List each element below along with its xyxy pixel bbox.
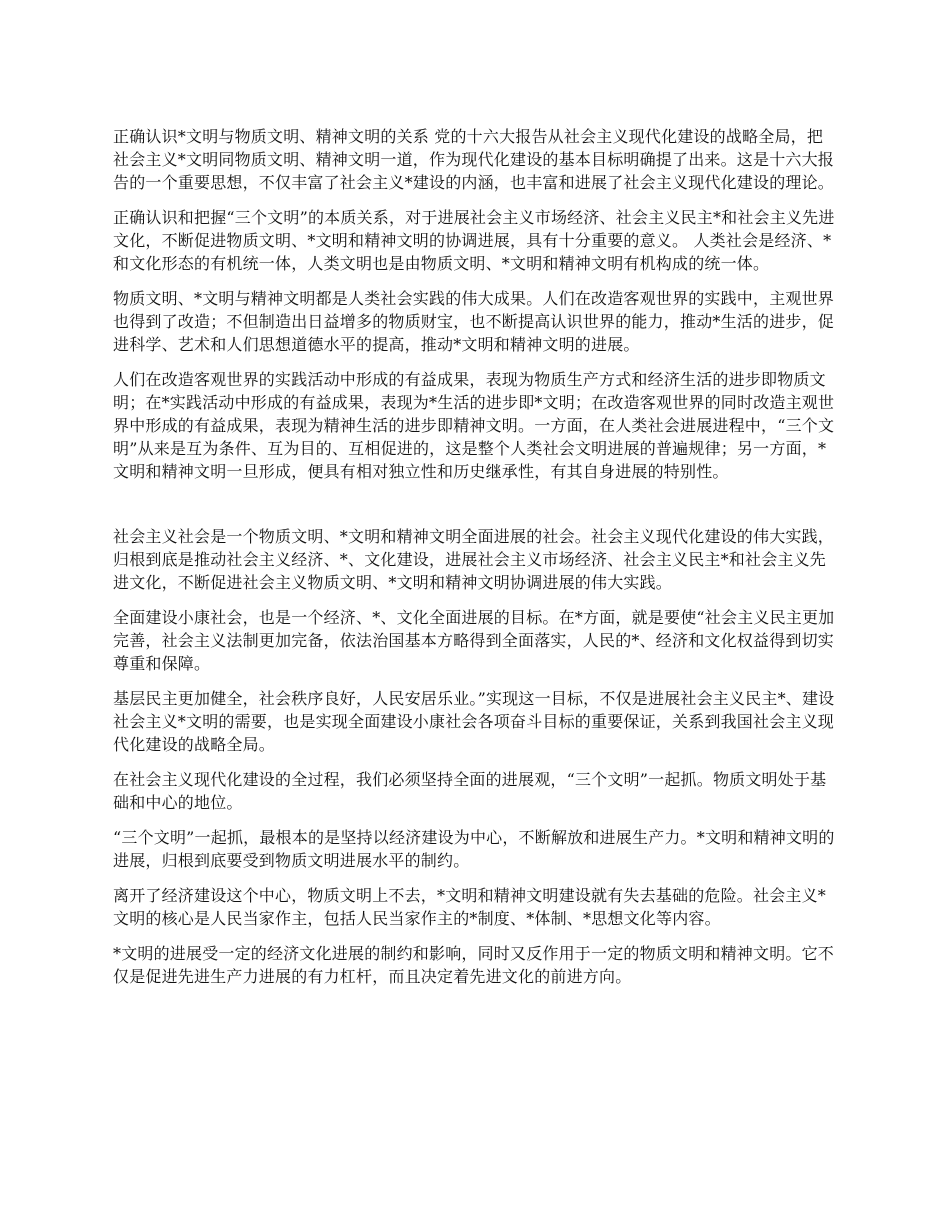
section-spacer [113, 495, 835, 525]
paragraph: 基层民主更加健全，社会秩序良好，人民安居乐业。”实现这一目标，不仅是进展社会主义民主*、建设社会主义*文明的需要，也是实现全面建设小康社会各项奋斗目标的重要保证，关系到我国社会主义现代化建设的战略全局。 [113, 689, 835, 754]
paragraph: 在社会主义现代化建设的全过程，我们必须坚持全面的进展观，“三个文明”一起抓。物质文明处于基础和中心的地位。 [113, 770, 827, 812]
document-section-2 [113, 525, 835, 988]
paragraph: 正确认识和把握“三个文明”的本质关系，对于进展社会主义市场经济、社会主义民主*和社会主义先进文化，不断促进物质文明、*文明和精神文明的协调进展，具有十分重要的意义。 人类社会是经济、*和文化形态的有机统一体，人类文明也是由物质文明、*文明和精神文明有机构成的统一体。 [113, 208, 835, 273]
paragraph: 正确认识*文明与物质文明、精神文明的关系 党的十六大报告从社会主义现代化建设的战略全局，把社会主义*文明同物质文明、精神文明一道，作为现代化建设的基本目标明确提了出来。这是十六大报告的一个重要思想，不仅丰富了社会主义*建设的内涵，也丰富和进展了社会主义现代化建设的理论。 [113, 127, 835, 192]
paragraph: 全面建设小康社会，也是一个经济、*、文化全面进展的目标。在*方面，就是要使“社会主义民主更加完善，社会主义法制更加完备，依法治国基本方略得到全面落实，人民的*、经济和文化权益得到切实尊重和保障。 [113, 608, 835, 673]
paragraph: 物质文明、*文明与精神文明都是人类社会实践的伟大成果。人们在改造客观世界的实践中，主观世界也得到了改造；不但制造出日益增多的物质财宝，也不断提高认识世界的能力，推动*生活的进步，促进科学、艺术和人们思想道德水平的提高，推动*文明和精神文明的进展。 [113, 289, 835, 354]
paragraph: “三个文明”一起抓，最根本的是坚持以经济建设为中心，不断解放和进展生产力。*文明和精神文明的进展，归根到底要受到物质文明进展水平的制约。 [113, 828, 835, 870]
paragraph: 离开了经济建设这个中心，物质文明上不去，*文明和精神文明建设就有失去基础的危险。社会主义*文明的核心是人民当家作主，包括人民当家作主的*制度、*体制、*思想文化等内容。 [113, 886, 827, 928]
paragraph: *文明的进展受一定的经济文化进展的制约和影响，同时又反作用于一定的物质文明和精神文明。它不仅是促进先进生产力进展的有力杠杆，而且决定着先进文化的前进方向。 [113, 944, 835, 986]
paragraph: 人们在改造客观世界的实践活动中形成的有益成果，表现为物质生产方式和经济生活的进步即物质文明；在*实践活动中形成的有益成果，表现为*生活的进步即*文明；在改造客观世界的同时改造主观世界中形成的有益成果，表现为精神生活的进步即精神文明。一方面，在人类社会进展进程中，“三个文明”从来是互为条件、互为目的、互相促进的，这是整个人类社会文明进展的普遍规律；另一方面，*文明和精神文明一旦形成，便具有相对独立性和历史继承性，有其自身进展的特别性。 [113, 370, 835, 481]
paragraph: 社会主义社会是一个物质文明、*文明和精神文明全面进展的社会。社会主义现代化建设的伟大实践，归根到底是推动社会主义经济、*、文化建设，进展社会主义市场经济、社会主义民主*和社会主义先进文化，不断促进社会主义物质文明、*文明和精神文明协调进展的伟大实践。 [113, 527, 835, 592]
document-page [113, 125, 835, 1000]
document-section-1 [113, 125, 835, 483]
